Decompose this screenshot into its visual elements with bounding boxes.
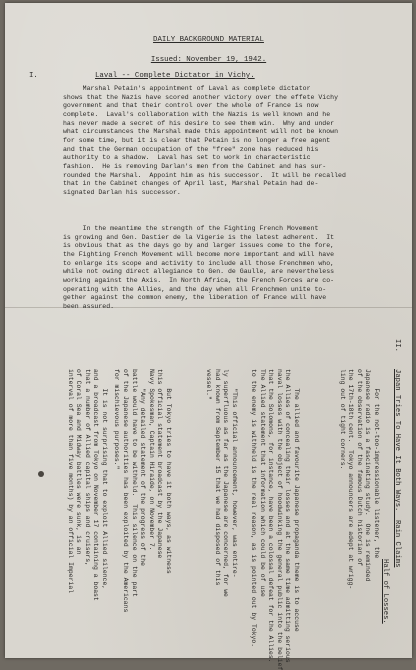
section-2-paragraph-1: For the not-too-impressionable listener, the Japanese radio is a fascinating study. One is reminded of the observation of the famous Dutch historian of the 17th-18th cent. Tokyo announcers are adept at wrigg- ling out of tight corners. bbox=[338, 369, 380, 590]
section-1-paragraph-2: In the meantime the strength of the Fighting French Movement is growing and Gen. Dastier de la Vigerie is the latest adherent. It is obvious that as the days go by and larger issues come to the fore, the Fighting French Movement will become more important and will have to enlarge its scope and activity to include all those Frenchmen who, while not owing direct allegiance to Gen. de Gaulle, are nevertheless working against the Axis. In North Africa, the French Forces are co- operating with the Allies, and the day when all Frenchmen unite to- gether against the common enemy, the liberation of France will have been assured. bbox=[63, 225, 335, 310]
document-sheet bbox=[5, 3, 412, 670]
section-1-heading: Laval -- Complete Dictator in Vichy. bbox=[95, 72, 255, 80]
section-2-paragraph-5: It is not surprising that to exploit Allied silence, and a broadcast from Tokyo on November 17 containing a boast that a number of Allied capital ships and cruisers, of Coral Sea and Midway battles were sunk, is an interval of more than five months) by an official Imperial bbox=[66, 369, 108, 601]
section-2-paragraph-3: "This official announcement, however, was entire- ly superfluous as far as the Japanese are concerned, for we had known from September 15 that we had disposed of this vessel." bbox=[205, 369, 238, 597]
section-2-number: II. bbox=[393, 339, 401, 352]
section-2-heading-continued: Half of Losses. bbox=[381, 559, 389, 624]
document-title: DAILY BACKGROUND MATERIAL bbox=[153, 36, 264, 44]
section-1-number: I. bbox=[29, 72, 38, 80]
section-2-paragraph-2: The allied and favourite Japanese propaganda theme is to accuse the Allies of concealing their losses and at the same time admitting serious naval losses with the object of hoodwinking the general public into the belief that the Solomons, for instance, have been a colossal defeat for the Allies. The Allied statement that information which could be of use to the enemy is withheld is the real reason, as is pointed out by Tokyo. bbox=[250, 369, 300, 670]
issued-date: Issued: November 19, 1942. bbox=[150, 56, 267, 64]
section-2-heading: Japan Tries To Have It Both Ways. Rain Claims bbox=[393, 369, 401, 568]
section-1-paragraph-1: Marshal Petain's appointment of Laval as complete dictator shows that the Nazis have scored another victory over the effete Vichy government and that their control over the whole of France is now complete. Laval's collaboration with the Nazis is well known and he has never made a secret of his desire to see them win. Why and under what circumstances the Marshal made this appointment will not be known for some time, but it is clear that Petain is no longer a free agent and that the German occupation of the "free" zone has reduced his authority to a shadow. Laval has set to work in characteristic fashion. He is removing Darlan's men from the Cabinet and has sur- rounded the Marshal. Appoint him as his successor. It will be recalled that in the Cabinet changes of April last, Marshal Petain had de- signated Darlan his successor. bbox=[63, 85, 346, 196]
section-2-paragraph-4: But Tokyo tries to have it both ways, as witness this official statement broadcast by the Japanese Navy Spokesman, Captain Hiraide, on November 7. "Any detailed statement of the progress of the battle would have to be withheld. This silence on the part of the Japanese authorities has been exploited by the Americans for mischievous purposes." bbox=[113, 369, 172, 613]
section-2-rotated-block bbox=[5, 339, 401, 670]
